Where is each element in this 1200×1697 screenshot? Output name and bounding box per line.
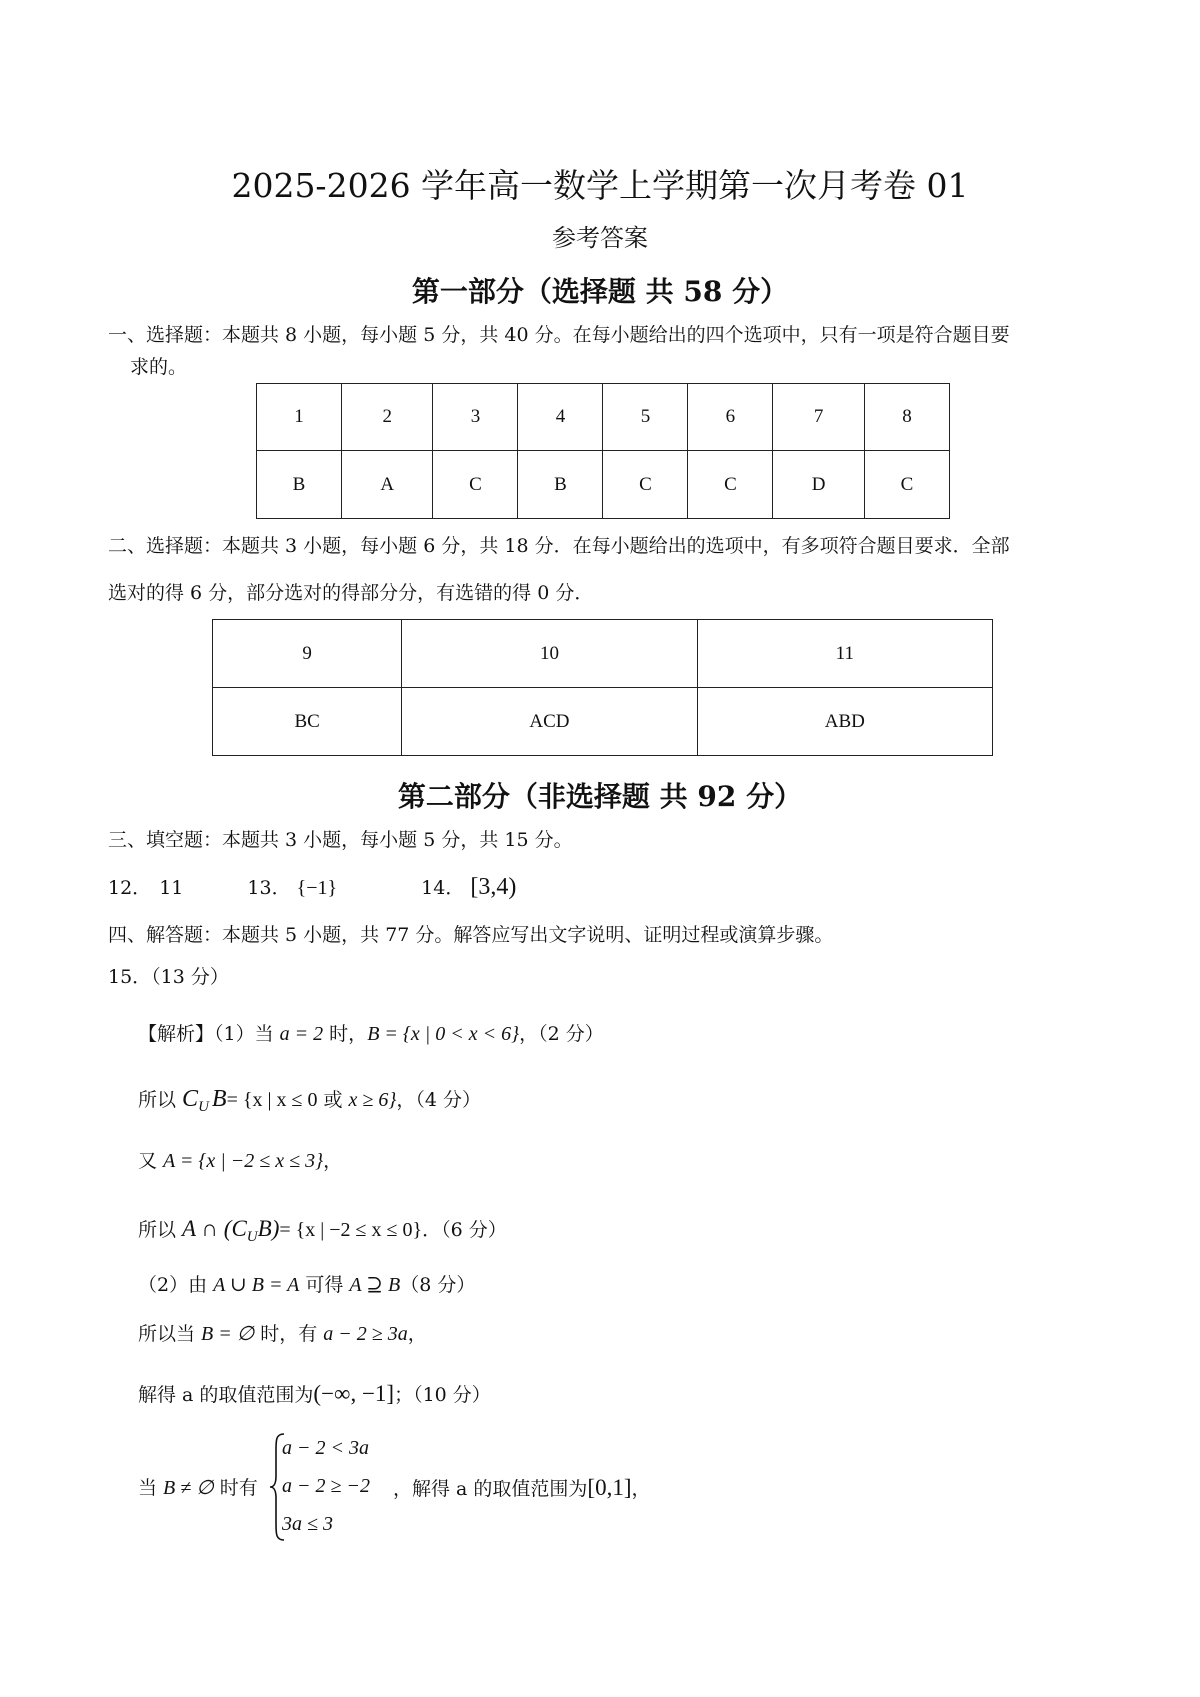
solution-line-1-suffix: ，（2 分） bbox=[519, 1023, 604, 1045]
answer-cell: C bbox=[864, 451, 949, 519]
solution-line-5-prefix: （2）由 bbox=[138, 1274, 214, 1296]
solution-line-4-math-a: A ∩ (C bbox=[182, 1216, 247, 1241]
solution-line-1 bbox=[138, 1017, 604, 1051]
solution-line-1-prefix: 【解析】（1）当 bbox=[138, 1023, 280, 1045]
q13-answer: {−1} bbox=[296, 877, 338, 899]
solution-line-1-math-b: B = {x | 0 < x < 6} bbox=[367, 1023, 520, 1045]
question-number-cell: 1 bbox=[257, 384, 342, 451]
solution-line-3 bbox=[138, 1144, 342, 1178]
solution-line-7 bbox=[138, 1377, 491, 1412]
complement-set: B bbox=[211, 1086, 227, 1112]
solution-line-4-suffix: ．（6 分） bbox=[422, 1219, 507, 1241]
question-number-cell: 7 bbox=[773, 384, 865, 451]
solution-line-6-math-a: B = ∅ bbox=[201, 1323, 255, 1345]
solution-line-5-mid: 可得 bbox=[299, 1274, 350, 1296]
document-title: 2025-2026 学年高一数学上学期第一次月考卷 01 bbox=[231, 166, 969, 205]
question-number-cell: 3 bbox=[433, 384, 518, 451]
solution-line-2 bbox=[138, 1082, 481, 1124]
solution-line-7-math: (−∞, −1] bbox=[313, 1381, 395, 1406]
system-inequality-3: 3a ≤ 3 bbox=[282, 1513, 333, 1535]
solution-line-8-mid: 时有 bbox=[213, 1477, 258, 1499]
solution-line-8-lead bbox=[138, 1471, 258, 1505]
answer-cell: ACD bbox=[402, 688, 697, 756]
section3-heading: 三、填空题：本题共 3 小题，每小题 5 分，共 15 分。 bbox=[108, 829, 573, 851]
solution-line-8-suffix: ， bbox=[631, 1478, 651, 1500]
solution-line-4-math-b: B) bbox=[257, 1216, 280, 1241]
q15-label: 15．（13 分） bbox=[108, 966, 229, 988]
solution-line-2-set-close: x ≥ 6} bbox=[348, 1089, 397, 1111]
question-number-cell: 8 bbox=[864, 384, 949, 451]
system-inequality-1: a − 2 < 3a bbox=[282, 1437, 369, 1459]
answer-table-section1-number-row bbox=[257, 384, 950, 451]
answer-cell: C bbox=[433, 451, 518, 519]
fill-answers-row bbox=[108, 870, 516, 905]
answer-cell: B bbox=[518, 451, 603, 519]
answer-table-section1-answer-row bbox=[257, 451, 950, 519]
solution-line-1-mid: 时， bbox=[323, 1023, 368, 1045]
solution-line-7-prefix: 解得 a 的取值范围为 bbox=[138, 1384, 314, 1406]
solution-line-4-math-c: = {x | −2 ≤ x ≤ 0} bbox=[279, 1219, 423, 1241]
document-subtitle: 参考答案 bbox=[552, 224, 648, 252]
complement-subscript: U bbox=[198, 1098, 209, 1115]
solution-line-4-subscript: U bbox=[246, 1228, 258, 1245]
solution-line-7-suffix: ；（10 分） bbox=[394, 1384, 491, 1406]
answer-cell: D bbox=[773, 451, 865, 519]
answer-cell: B bbox=[257, 451, 342, 519]
solution-line-1-math-a: a = 2 bbox=[279, 1023, 324, 1045]
solution-line-6-suffix: ， bbox=[407, 1323, 427, 1345]
solution-line-2-or: 或 bbox=[317, 1089, 349, 1111]
solution-line-5 bbox=[138, 1268, 475, 1302]
q13-label: 13． bbox=[247, 877, 291, 899]
section1-instructions-line2: 求的。 bbox=[130, 356, 188, 378]
answer-cell: A bbox=[341, 451, 433, 519]
complement-symbol: C bbox=[182, 1086, 199, 1112]
section2-instructions-line2: 选对的得 6 分，部分选对的得部分分，有选错的得 0 分． bbox=[108, 582, 594, 604]
question-number-cell: 9 bbox=[213, 620, 402, 688]
solution-line-8-after: ，解得 a 的取值范围为 bbox=[393, 1478, 588, 1500]
question-number-cell: 5 bbox=[603, 384, 688, 451]
answer-table-section2-number-row bbox=[213, 620, 993, 688]
question-number-cell: 6 bbox=[688, 384, 773, 451]
solution-line-4 bbox=[138, 1212, 507, 1254]
q12-answer: 11 bbox=[159, 877, 184, 899]
q14-answer: [3,4) bbox=[470, 874, 517, 900]
section1-instructions-line1: 一、选择题：本题共 8 小题，每小题 5 分，共 40 分。在每小题给出的四个选项中，只有一项是符合题目要 bbox=[108, 324, 1010, 346]
solution-line-3-prefix: 又 bbox=[138, 1150, 164, 1172]
answer-table-section1 bbox=[256, 383, 950, 519]
answer-cell: ABD bbox=[697, 688, 992, 756]
question-number-cell: 4 bbox=[518, 384, 603, 451]
solution-line-3-suffix: ， bbox=[323, 1150, 343, 1172]
system-inequality-2: a − 2 ≥ −2 bbox=[282, 1475, 370, 1497]
solution-line-5-suffix: （8 分） bbox=[400, 1274, 476, 1296]
answer-table-section2-answer-row bbox=[213, 688, 993, 756]
part1-title: 第一部分（选择题 共 58 分） bbox=[411, 275, 789, 308]
part2-title: 第二部分（非选择题 共 92 分） bbox=[397, 780, 803, 813]
solution-line-5-math-b: A ⊇ B bbox=[349, 1274, 401, 1296]
solution-line-5-math-a: A ∪ B = A bbox=[213, 1274, 300, 1296]
solution-line-8-prefix: 当 bbox=[138, 1477, 164, 1499]
question-number-cell: 10 bbox=[402, 620, 697, 688]
section2-instructions-line1: 二、选择题：本题共 3 小题，每小题 6 分，共 18 分．在每小题给出的选项中，有多项符合题目要求．全部 bbox=[108, 535, 1010, 557]
answer-table-section2 bbox=[212, 619, 993, 756]
question-number-cell: 2 bbox=[341, 384, 433, 451]
question-number-cell: 11 bbox=[697, 620, 992, 688]
solution-line-2-set-open: = {x | x ≤ 0 bbox=[226, 1089, 318, 1111]
solution-line-2-prefix: 所以 bbox=[138, 1089, 183, 1111]
solution-line-8-math: B ≠ ∅ bbox=[163, 1477, 214, 1499]
answer-cell: C bbox=[603, 451, 688, 519]
q12-label: 12． bbox=[108, 877, 152, 899]
solution-line-6-math-b: a − 2 ≥ 3a bbox=[323, 1323, 408, 1345]
q14-label: 14． bbox=[421, 877, 465, 899]
section4-heading: 四、解答题：本题共 5 小题，共 77 分。解答应写出文字说明、证明过程或演算步骤。 bbox=[108, 924, 834, 946]
solution-line-8-tail bbox=[393, 1471, 651, 1506]
solution-line-4-prefix: 所以 bbox=[138, 1219, 183, 1241]
answer-cell: C bbox=[688, 451, 773, 519]
solution-line-8-range: [0,1] bbox=[587, 1475, 632, 1500]
answer-cell: BC bbox=[213, 688, 402, 756]
solution-line-6-prefix: 所以当 bbox=[138, 1323, 202, 1345]
solution-line-6-mid: 时，有 bbox=[254, 1323, 324, 1345]
solution-line-2-suffix: ，（4 分） bbox=[396, 1089, 482, 1111]
solution-line-3-math: A = {x | −2 ≤ x ≤ 3} bbox=[163, 1150, 324, 1172]
solution-line-6 bbox=[138, 1317, 427, 1351]
